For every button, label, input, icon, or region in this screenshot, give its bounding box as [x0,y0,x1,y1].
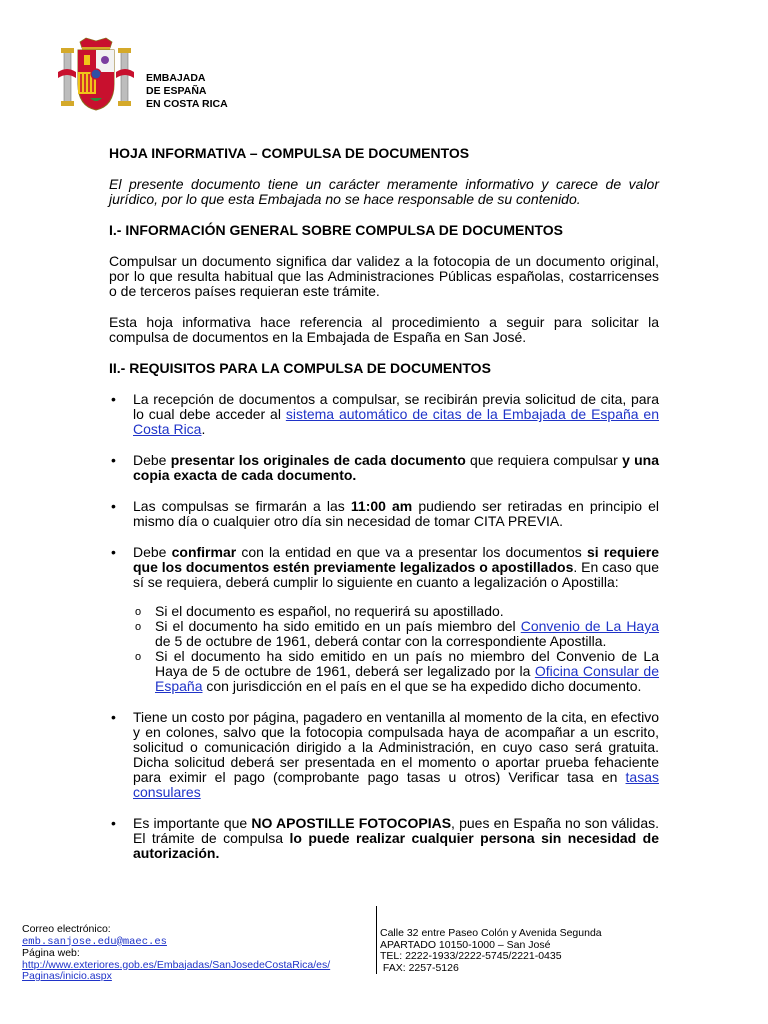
list-item: o Si el documento ha sido emitido en un país miembro del Convenio de La Haya de 5 de octubre de 1961, deberá contar con la correspondiente Apostilla. [133,619,659,649]
fax-line: FAX: 2257-5126 [380,961,459,974]
footer-address [380,928,752,974]
embassy-name [146,72,228,111]
list-item: • Las compulsas se firmarán a las 11:00 am pudiendo ser retiradas en principio el mismo día o cualquier otro día sin necesidad de tomar CITA PREVIA. [109,499,659,529]
legalization-sublist [133,604,659,694]
email-label: Correo electrónico: [22,923,111,935]
email-link[interactable]: emb.sanjose.edu@maec.es [22,935,167,948]
requirements-list [109,392,659,861]
section1-paragraph1: Compulsar un documento significa dar validez a la fotocopia de un documento original, por lo que resulta habitual que las Administraciones Públicas españolas, costarricenses o de terceros países requieran este trámite. [109,253,659,299]
spain-coat-of-arms-icon [50,36,142,116]
footer-contact [22,924,374,983]
disclaimer: El presente documento tiene un carácter meramente informativo y carece de valor jurídico, por lo que esta Embajada no se hace responsable de su contenido. [109,176,659,207]
phone-line: TEL: 2222-1933/2222-5745/2221-0435 [380,950,562,962]
list-item: • Debe presentar los originales de cada documento que requiera compulsar y una copia exacta de cada documento. [109,453,659,483]
embassy-name-line2: DE ESPAÑA [146,85,207,97]
hague-convention-link[interactable]: Convenio de La Haya [520,618,660,634]
consular-office-link[interactable]: Oficina Consular de España [155,663,660,694]
consular-fees-link[interactable]: tasas consulares [133,769,659,800]
embassy-name-line1: EMBAJADA [146,72,206,84]
appointment-system-link[interactable]: sistema automático de citas de la Embajada de España en Costa Rica [133,406,660,437]
section1-heading: I.- INFORMACIÓN GENERAL SOBRE COMPULSA DE DOCUMENTOS [109,222,563,238]
list-item: • Debe confirmar con la entidad en que va a presentar los documentos si requiere que los documentos estén previamente legalizados o apostillados. En caso que sí se requiera, deberá cumplir lo siguiente en cuanto a legalización o Apostilla: o Si el documento es español, no requerirá su apostillado. o Si el documento ha sido emitido en un país miembro del Convenio de La Haya de 5 de octubre de 1961, deberá contar con la correspondiente Apostilla. o Si el documento ha sido emitido en un país no miembro del Convenio de La Haya de 5 de octubre de 1961, deberá ser legalizado por la Oficina Consular de España con jurisdicción en el país en el que se ha expedido dicho documento. [109,545,659,694]
section2-heading: II.- REQUISITOS PARA LA COMPULSA DE DOCUMENTOS [109,360,491,376]
website-link[interactable]: http://www.exteriores.gob.es/Embajadas/SanJosedeCostaRica/es/ [22,958,331,971]
document-title: HOJA INFORMATIVA – COMPULSA DE DOCUMENTOS [109,145,470,161]
page-footer [22,906,752,1006]
list-item: o Si el documento es español, no requerirá su apostillado. [133,604,659,619]
embassy-name-line3: EN COSTA RICA [146,98,228,110]
list-item: • La recepción de documentos a compulsar, se recibirán previa solicitud de cita, para lo cual debe acceder al sistema automático de citas de la Embajada de España en Costa Rica. [109,392,659,437]
document-body [109,146,659,877]
address-line1: Calle 32 entre Paseo Colón y Avenida Segunda [380,927,602,939]
letterhead [50,36,350,116]
address-line2: APARTADO 10150-1000 – San José [380,938,551,951]
footer-divider [376,906,377,974]
list-item: o Si el documento ha sido emitido en un país no miembro del Convenio de La Haya de 5 de octubre de 1961, deberá ser legalizado por la Oficina Consular de España con jurisdicción en el país en el que se ha expedido dicho documento. [133,649,659,694]
list-item: • Tiene un costo por página, pagadero en ventanilla al momento de la cita, en efectivo y en colones, salvo que la fotocopia compulsada haya de acompañar a un escrito, solicitud o comunicación dirigido a la Administración, en cuyo caso será gratuita. Dicha solicitud deberá ser presentada en el momento o aportar prueba fehaciente para eximir el pago (comprobante pago tasas u otros) Verificar tasa en tasas consulares [109,710,659,800]
website-link-continued[interactable]: Paginas/inicio.aspx [22,970,112,982]
list-item: • Es importante que NO APOSTILLE FOTOCOPIAS, pues en España no son válidas. El trámite de compulsa lo puede realizar cualquier persona sin necesidad de autorización. [109,816,659,861]
website-label: Página web: [22,947,80,959]
section1-paragraph2: Esta hoja informativa hace referencia al procedimiento a seguir para solicitar la compulsa de documentos en la Embajada de España en San José. [109,314,659,345]
